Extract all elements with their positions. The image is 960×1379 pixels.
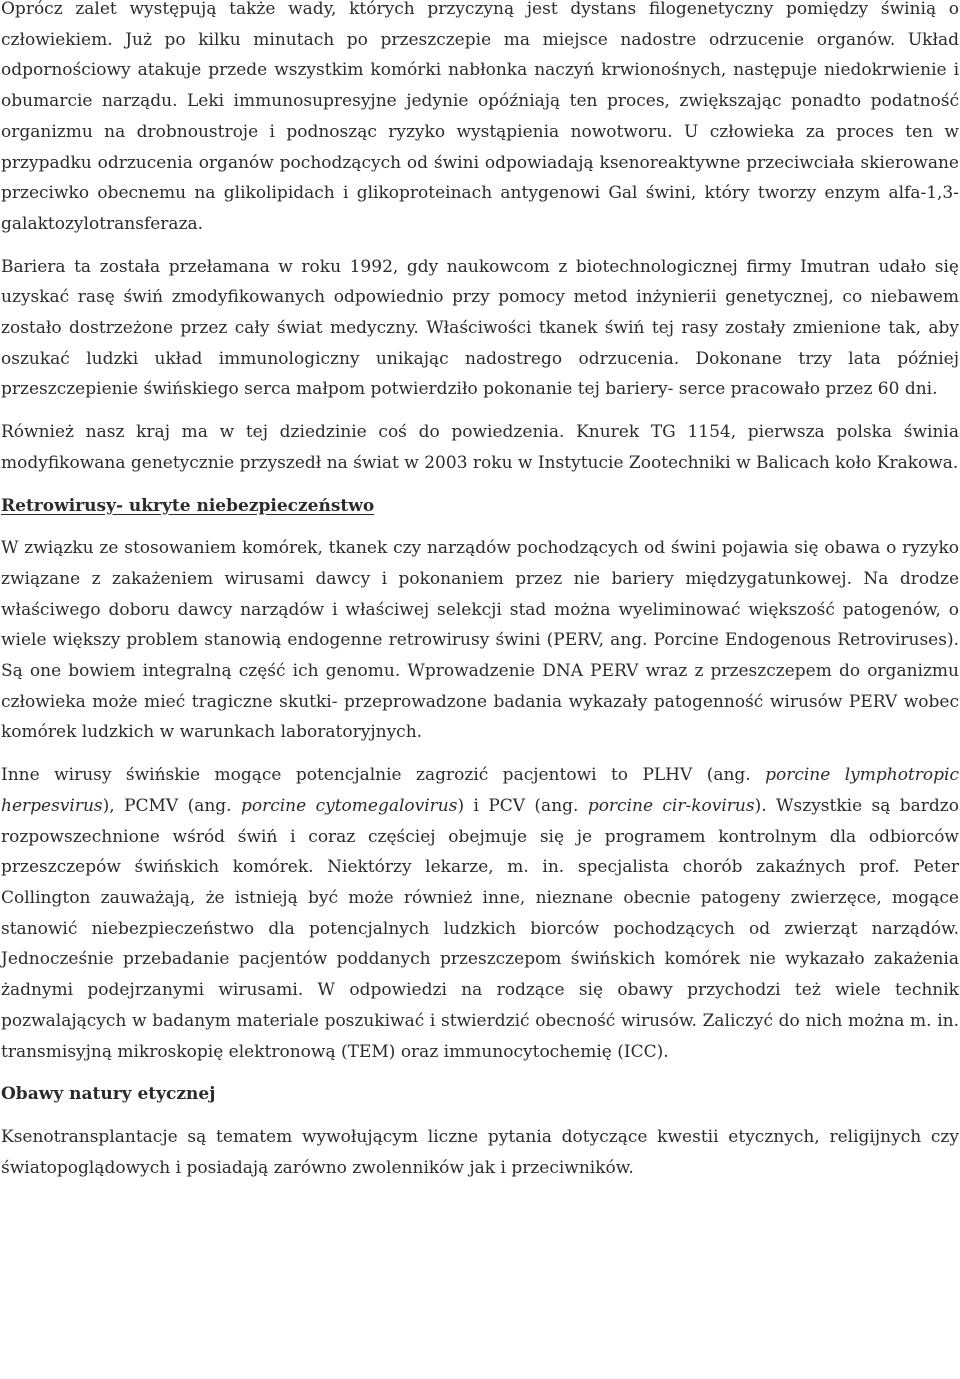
section-heading-retroviruses (1, 491, 959, 522)
text-segment: ), PCMV (ang. (102, 795, 241, 816)
paragraph-barrier-broken: Bariera ta została przełamana w roku 1992, gdy naukowcom z biotechnologicznej firmy Imutran udało się uzyskać rasę świń zmodyfikowanych odpowiednio przy pomocy metod inżynierii genetycznej, co niebawem zostało dostrzeżone przez cały świat medyczny. Właściwości tkanek świń tej rasy zostały zmienione tak, aby oszukać ludzki układ immunologiczny unikając nadostrego odrzucenia. Dokonane trzy lata później przeszczepienie świńskiego serca małpom potwierdziło pokonanie tej bariery- serce pracowało przez 60 dni. (1, 256, 959, 400)
italic-term-pcmv: porcine cytomegalovirus (240, 795, 458, 816)
text-segment: ) i PCV (ang. (457, 795, 588, 816)
paragraph-perv: W związku ze stosowaniem komórek, tkanek czy narządów pochodzących od świni pojawia się obawa o ryzyko związane z zakażeniem wirusami dawcy i pokonaniem przez nie bariery międzygatunkowej. Na drodze właściwego doboru dawcy narządów i właściwej selekcji stad można wyeliminować większość patogenów, o wiele większy problem stanowią endogenne retrowirusy świni (PERV, ang. Porcine Endogenous Retroviruses). Są one bowiem integralną część ich genomu. Wprowadzenie DNA PERV wraz z przeszczepem do organizmu człowieka może mieć tragiczne skutki- przeprowadzone badania wykazały patogenność wirusów PERV wobec komórek ludzkich w warunkach laboratoryjnych. (1, 538, 959, 743)
text-segment: Inne wirusy świńskie mogące potencjalnie zagrozić pacjentowi to PLHV (ang. (1, 765, 766, 786)
section-heading-retroviruses-text: Retrowirusy- ukryte niebezpieczeństwo (1, 495, 375, 516)
italic-term-plhv: porcine lymphotropic herpesvirus (1, 765, 959, 816)
text-segment: ). Wszystkie są bardzo rozpowszechnione wśród świń i coraz częściej obejmuje się je programem kontrolnym dla odbiorców przeszczepów świńskich komórek. Niektórzy lekarze, m. in. specjalista chorób zakaźnych prof. Peter Collington zauważają, że istnieją być może również inne, nieznane obecnie patogeny zwierzęce, mogące stanowić niebezpieczeństwo dla potencjalnych ludzkich biorców pochodzących od zwierząt narządów. Jednocześnie przebadanie pacjentów poddanych przeszczepom świńskich komórek nie wykazało zakażenia żadnymi podejrzanymi wirusami. W odpowiedzi na rodzące się obawy przychodzi też wiele technik pozwalających w badanym materiale poszukiwać i stwierdzić obecność wirusów. Zaliczyć do nich można m. in. transmisyjną mikroskopię elektronową (TEM) oraz immunocytochemię (ICC). (1, 795, 959, 1062)
paragraph-other-viruses (1, 760, 959, 1067)
paragraph-ethics: Ksenotransplantacje są tematem wywołującym liczne pytania dotyczące kwestii etycznych, religijnych czy światopoglądowych i posiadają zarówno zwolenników jak i przeciwników. (1, 1126, 959, 1178)
italic-term-pcv: porcine cir-kovirus (587, 795, 755, 816)
section-heading-ethics: Obawy natury etycznej (1, 1084, 216, 1105)
paragraph-polish-pig: Również nasz kraj ma w tej dziedzinie coś do powiedzenia. Knurek TG 1154, pierwsza polska świnia modyfikowana genetycznie przyszedł na świat w 2003 roku w Instytucie Zootechniki w Balicach koło Krakowa. (1, 422, 959, 473)
paragraph-xenotransplant-drawbacks: Oprócz zalet występują także wady, których przyczyną jest dystans filogenetyczny pomiędzy świnią o człowiekiem. Już po kilku minutach po przeszczepie ma miejsce nadostre odrzucenie organów. Układ odpornościowy atakuje przede wszystkim komórki nabłonka naczyń krwionośnych, następuje niedokrwienie i obumarcie narządu. Leki immunosupresyjne jedynie opóźniają ten proces, zwiększając ponadto podatność organizmu na drobnoustroje i podnosząc ryzyko wystąpienia nowotworu. U człowieka za proces ten w przypadku odrzucenia organów pochodzących od świni odpowiadają ksenoreaktywne przeciwciała skierowane przeciwko obecnemu na glikolipidach i glikoproteinach antygenowi Gal świni, który tworzy enzym alfa-1,3-galaktozylotransferaza. (1, 0, 959, 234)
